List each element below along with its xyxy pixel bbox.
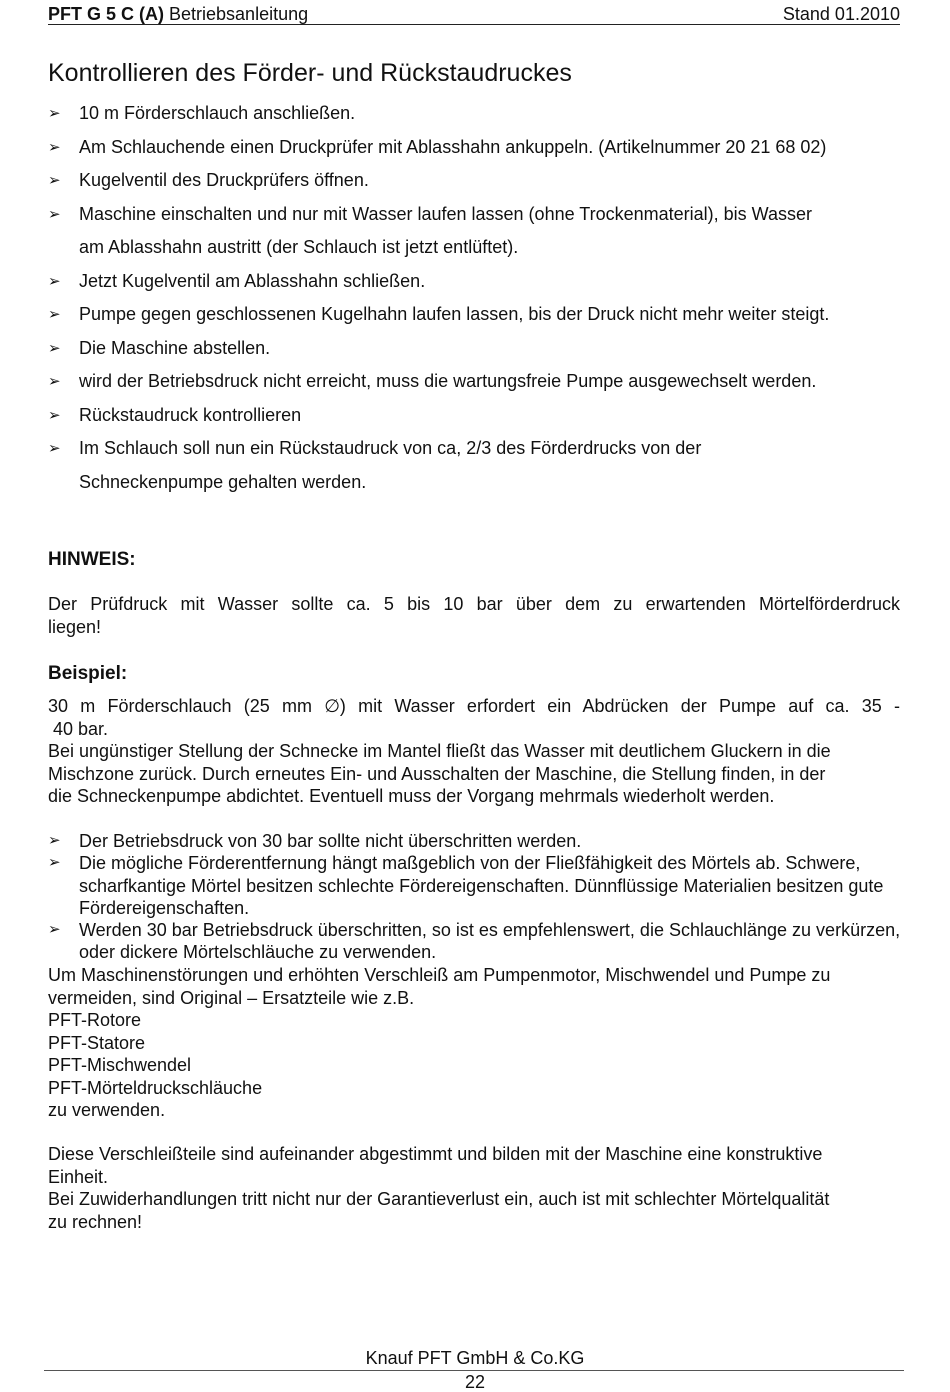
section-title: Kontrollieren des Förder- und Rückstaudruckes: [48, 59, 572, 87]
step-text: Jetzt Kugelventil am Ablasshahn schließen.: [79, 270, 426, 291]
note-item: [48, 830, 908, 852]
spare-parts-line: zu verwenden.: [48, 1100, 166, 1120]
footer-divider: [44, 1370, 904, 1371]
step-text: Rückstaudruck kontrollieren: [79, 404, 302, 425]
header-title: [48, 4, 308, 24]
beispiel-text: [48, 695, 900, 808]
arrow-bullet-icon: ➢: [48, 138, 61, 156]
header-doc-type: Betriebsanleitung: [169, 4, 309, 24]
procedure-step: [48, 399, 908, 433]
notes-list: [48, 830, 908, 964]
procedure-step-continuation: [48, 231, 908, 265]
procedure-step: [48, 164, 908, 198]
spare-parts-line: vermeiden, sind Original – Ersatzteile wie z.B.: [48, 987, 415, 1008]
procedure-step: [48, 432, 908, 466]
spare-part-item: PFT-Mörteldruckschläuche: [48, 1077, 263, 1098]
arrow-bullet-icon: ➢: [48, 339, 61, 357]
procedure-step: [48, 298, 908, 332]
note-text: Die mögliche Förderentfernung hängt maßgeblich von der Fließfähigkeit des Mörtels ab. Schwere, scharfkantige Mörtel besitzen schlechte Fördereigenschaften. Dünnflüssige Materialien besitzen gute Fördereigenschaften.: [79, 853, 884, 918]
note-item: [48, 852, 908, 919]
step-text: am Ablasshahn austritt (der Schlauch ist jetzt entlüftet).: [79, 237, 519, 257]
arrow-bullet-icon: ➢: [48, 105, 61, 122]
arrow-bullet-icon: ➢: [48, 172, 61, 189]
note-text: Werden 30 bar Betriebsdruck überschritten, so ist es empfehlenswert, die Schlauchlänge zu verkürzen, oder dickere Mörtelschläuche zu verwenden.: [79, 920, 901, 963]
beispiel-line: Mischzone zurück. Durch erneutes Ein- und Ausschalten der Maschine, die Stellung finden, in der: [48, 763, 826, 784]
step-text: Schneckenpumpe gehalten werden.: [79, 471, 367, 492]
step-text: Kugelventil des Druckprüfers öffnen.: [79, 170, 369, 190]
arrow-bullet-icon: ➢: [48, 854, 61, 872]
step-text: Am Schlauchende einen Druckprüfer mit Ablasshahn ankuppeln. (Artikelnummer 20 21 68 02): [79, 136, 827, 157]
page-header: [48, 4, 900, 25]
hinweis-heading: HINWEIS:: [48, 549, 136, 570]
beispiel-line: 40 bar.: [48, 718, 109, 739]
procedure-step: [48, 265, 908, 299]
step-text: Maschine einschalten und nur mit Wasser laufen lassen (ohne Trockenmaterial), bis Wasser: [79, 203, 812, 224]
wear-parts-line: zu rechnen!: [48, 1211, 143, 1232]
procedure-step: [48, 332, 908, 366]
hinweis-text: [48, 593, 900, 638]
wear-parts-text: [48, 1143, 900, 1233]
arrow-bullet-icon: ➢: [48, 272, 61, 290]
procedure-step: [48, 365, 908, 399]
arrow-bullet-icon: ➢: [48, 373, 61, 390]
header-status: Stand 01.2010: [782, 4, 900, 24]
procedure-step: [48, 198, 908, 232]
page-number: 22: [464, 1372, 486, 1392]
spare-part-item: PFT-Mischwendel: [48, 1055, 192, 1075]
spare-parts-line: Um Maschinenstörungen und erhöhten Verschleiß am Pumpenmotor, Mischwendel und Pumpe zu: [48, 965, 831, 985]
arrow-bullet-icon: ➢: [48, 440, 61, 457]
procedure-list: [48, 97, 908, 499]
step-text: Die Maschine abstellen.: [79, 337, 271, 358]
beispiel-line: 30 m Förderschlauch (25 mm ∅) mit Wasser erfordert ein Abdrücken der Pumpe auf ca. 35 -: [48, 696, 900, 716]
arrow-bullet-icon: ➢: [48, 205, 61, 223]
hinweis-line: Der Prüfdruck mit Wasser sollte ca. 5 bis 10 bar über dem zu erwartenden Mörtelförderdruck: [48, 594, 900, 614]
beispiel-heading: Beispiel:: [48, 663, 128, 684]
procedure-step-continuation: [48, 466, 908, 500]
wear-parts-line: Einheit.: [48, 1166, 109, 1187]
step-text: 10 m Förderschlauch anschließen.: [79, 103, 356, 123]
beispiel-line: Bei ungünstiger Stellung der Schnecke im Mantel fließt das Wasser mit deutlichem Gluckern in die: [48, 741, 831, 761]
step-text: Pumpe gegen geschlossenen Kugelhahn laufen lassen, bis der Druck nicht mehr weiter steigt.: [79, 304, 830, 324]
step-text: Im Schlauch soll nun ein Rückstaudruck von ca, 2/3 des Förderdrucks von der: [79, 438, 702, 458]
footer-company: Knauf PFT GmbH & Co.KG: [365, 1348, 585, 1368]
wear-parts-line: Diese Verschleißteile sind aufeinander abgestimmt und bilden mit der Maschine eine konstruktive: [48, 1144, 823, 1164]
arrow-bullet-icon: ➢: [48, 832, 61, 849]
spare-part-item: PFT-Rotore: [48, 1010, 142, 1030]
step-text: wird der Betriebsdruck nicht erreicht, muss die wartungsfreie Pumpe ausgewechselt werden.: [79, 371, 817, 391]
hinweis-line: liegen!: [48, 616, 102, 637]
beispiel-line: die Schneckenpumpe abdichtet. Eventuell muss der Vorgang mehrmals wiederholt werden.: [48, 786, 775, 806]
wear-parts-line: Bei Zuwiderhandlungen tritt nicht nur der Garantieverlust ein, auch ist mit schlechter Mörtelqualität: [48, 1189, 830, 1209]
arrow-bullet-icon: ➢: [48, 306, 61, 323]
spare-parts-text: [48, 964, 900, 1122]
note-item: [48, 919, 908, 964]
header-model: PFT G 5 C (A): [48, 4, 164, 24]
procedure-step: [48, 131, 908, 165]
arrow-bullet-icon: ➢: [48, 406, 61, 424]
note-text: Der Betriebsdruck von 30 bar sollte nicht überschritten werden.: [79, 831, 582, 851]
spare-part-item: PFT-Statore: [48, 1032, 146, 1053]
procedure-step: [48, 97, 908, 131]
arrow-bullet-icon: ➢: [48, 921, 61, 939]
